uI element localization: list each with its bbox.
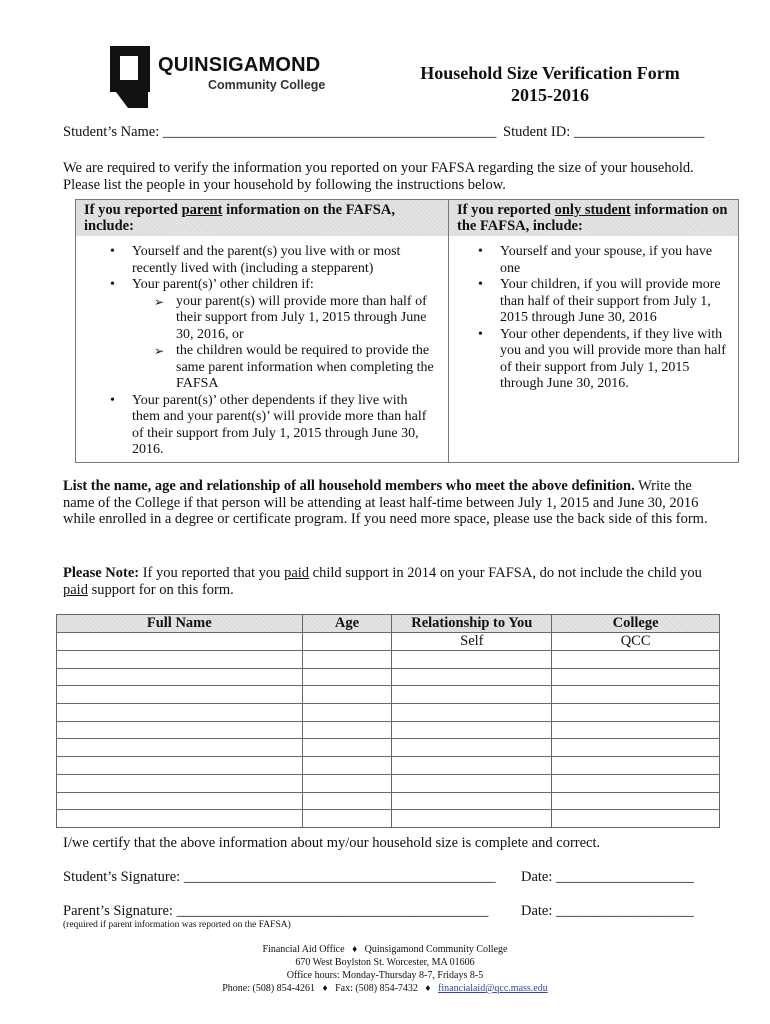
relationship-cell[interactable] xyxy=(392,651,552,669)
name-cell[interactable] xyxy=(57,651,303,669)
household-members-table xyxy=(56,614,720,828)
student-name-row xyxy=(63,124,496,141)
student-id-row xyxy=(503,124,704,141)
relationship-cell: Self xyxy=(392,633,552,651)
student-date-field[interactable]: ___________________ xyxy=(556,869,694,885)
age-cell[interactable] xyxy=(302,668,392,686)
diamond-icon: ♦ xyxy=(322,983,328,994)
college-cell[interactable] xyxy=(552,757,720,775)
footer-office-line xyxy=(150,943,620,956)
table-row[interactable] xyxy=(57,721,720,739)
table-row[interactable] xyxy=(57,774,720,792)
sub-list-item xyxy=(154,293,438,344)
note-text: child support in 2014 on your FAFSA, do not include the child you xyxy=(309,565,702,581)
parent-signature-note: (required if parent information was reported on the FAFSA) xyxy=(63,920,291,930)
parent-info-header xyxy=(76,200,448,236)
intro-line-1: We are required to verify the information you reported on your FAFSA regarding the size of your household. xyxy=(63,160,694,176)
relationship-cell[interactable] xyxy=(392,757,552,775)
form-title: Household Size Verification Form xyxy=(420,63,680,83)
name-cell[interactable] xyxy=(57,739,303,757)
footer-college: Quinsigamond Community College xyxy=(364,944,508,955)
relationship-cell[interactable] xyxy=(392,686,552,704)
list-item xyxy=(110,392,438,459)
name-cell[interactable] xyxy=(57,810,303,828)
age-cell[interactable] xyxy=(302,757,392,775)
form-title-block xyxy=(380,62,720,106)
sub-list-item xyxy=(154,343,438,393)
age-cell[interactable] xyxy=(302,686,392,704)
parent-signature-field[interactable]: ___________________________________________ xyxy=(176,903,489,919)
please-note xyxy=(63,565,723,598)
relationship-cell[interactable] xyxy=(392,792,552,810)
relationship-cell[interactable] xyxy=(392,774,552,792)
list-item-text: Your parent(s)’ other children if: xyxy=(132,277,314,292)
relationship-cell[interactable] xyxy=(392,810,552,828)
diamond-icon: ♦ xyxy=(352,944,358,955)
student-name-label: Student’s Name: xyxy=(63,124,160,140)
list-instruction-text: Write the name of the College if that person will be attending at least half-time between July 1, 2015 and June 30, 2016 while enrolled in a degree or certificate program. If you need more space, please use the back side of this form. xyxy=(63,478,708,527)
college-cell: QCC xyxy=(552,633,720,651)
note-underline: paid xyxy=(63,581,88,598)
age-cell[interactable] xyxy=(302,810,392,828)
footer-office: Financial Aid Office xyxy=(262,944,345,955)
parent-date-row xyxy=(521,903,694,920)
name-cell[interactable] xyxy=(57,774,303,792)
col-college: College xyxy=(552,615,720,633)
table-header-row xyxy=(57,615,720,633)
header-text: If you reported xyxy=(457,202,555,218)
age-cell[interactable] xyxy=(302,704,392,722)
bullet-icon: • xyxy=(110,392,115,408)
list-instruction xyxy=(63,478,723,528)
parent-info-list xyxy=(110,244,438,459)
age-cell[interactable] xyxy=(302,721,392,739)
student-id-label: Student ID: xyxy=(503,124,571,140)
table-row xyxy=(57,633,720,651)
list-instruction-bold: List the name, age and relationship of all household members who meet the above definition. xyxy=(63,478,635,494)
name-cell[interactable] xyxy=(57,721,303,739)
list-item-text: Yourself and your spouse, if you have one xyxy=(500,244,713,276)
list-item-text: Your other dependents, if they live with you and you will provide more than half of their support from July 1, 2015 through June 30, 2016. xyxy=(500,326,726,391)
college-cell[interactable] xyxy=(552,704,720,722)
table-row[interactable] xyxy=(57,757,720,775)
footer-address: 670 West Boylston St. Worcester, MA 01606 xyxy=(295,957,475,968)
table-row[interactable] xyxy=(57,810,720,828)
header-text: If you reported xyxy=(84,202,182,218)
header-underline: parent xyxy=(181,202,223,218)
certification-statement: I/we certify that the above information about my/our household size is complete and correct. xyxy=(63,835,601,851)
form-year: 2015-2016 xyxy=(511,85,589,105)
footer-contact-line xyxy=(150,982,620,995)
college-cell[interactable] xyxy=(552,792,720,810)
name-cell[interactable] xyxy=(57,668,303,686)
diamond-icon: ♦ xyxy=(425,983,431,994)
list-item xyxy=(110,244,438,277)
college-cell[interactable] xyxy=(552,739,720,757)
header-text: information on the FAFSA, include: xyxy=(84,202,395,234)
footer-phone: Phone: (508) 854-4261 xyxy=(222,983,316,994)
list-item xyxy=(110,277,438,393)
college-cell[interactable] xyxy=(552,686,720,704)
note-label: Please Note: xyxy=(63,565,140,581)
college-cell[interactable] xyxy=(552,668,720,686)
student-name-field[interactable]: ______________________________________________ xyxy=(162,124,497,140)
student-date-row xyxy=(521,869,694,886)
parent-date-label: Date: xyxy=(521,903,553,919)
bullet-icon: • xyxy=(110,277,115,292)
name-cell[interactable] xyxy=(57,704,303,722)
note-text: support for on this form. xyxy=(87,581,234,598)
table-row[interactable] xyxy=(57,686,720,704)
name-cell[interactable] xyxy=(57,792,303,810)
student-info-header xyxy=(448,200,738,236)
age-cell[interactable] xyxy=(302,651,392,669)
household-definition-table xyxy=(75,199,739,463)
bullet-icon: • xyxy=(110,244,115,259)
student-signature-field[interactable]: ___________________________________________ xyxy=(183,869,496,885)
student-id-field[interactable]: __________________ xyxy=(573,124,705,140)
list-item-text: the children would be required to provide the same parent information when completing the FAFSA xyxy=(176,343,434,391)
table-row[interactable] xyxy=(57,792,720,810)
relationship-cell[interactable] xyxy=(392,668,552,686)
list-item xyxy=(478,277,728,327)
student-signature-row xyxy=(63,869,496,886)
table-row[interactable] xyxy=(57,668,720,686)
footer-hours: Office hours: Monday-Thursday 8-7, Fridays 8-5 xyxy=(286,970,484,981)
list-item-text: Your parent(s)’ other dependents if they live with them and your parent(s)’ will provide more than half of their support from July 1, 2015 through June 30, 2016. xyxy=(132,392,427,457)
col-full-name: Full Name xyxy=(57,615,303,633)
arrow-bullet-icon: ➢ xyxy=(154,294,165,309)
footer-email-link[interactable]: financialaid@qcc.mass.edu xyxy=(438,983,548,994)
list-item-text: Your children, if you will provide more than half of their support from July 1, 2015 through June 30, 2016 xyxy=(500,277,721,325)
bullet-icon: • xyxy=(478,326,483,342)
name-cell[interactable] xyxy=(57,757,303,775)
header-underline: only student xyxy=(554,202,631,218)
age-cell[interactable] xyxy=(302,792,392,810)
header-text: information on the FAFSA, include: xyxy=(457,202,728,234)
relationship-cell[interactable] xyxy=(392,704,552,722)
relationship-cell[interactable] xyxy=(392,721,552,739)
arrow-bullet-icon: ➢ xyxy=(154,344,165,358)
list-item-text: your parent(s) will provide more than half of their support from July 1, 2015 through June 30, 2016, or xyxy=(176,293,427,342)
column-divider xyxy=(448,236,449,462)
intro-paragraph xyxy=(63,160,723,193)
list-item xyxy=(478,326,728,393)
name-cell[interactable] xyxy=(57,633,303,651)
logo-mark-icon xyxy=(108,42,154,110)
college-cell[interactable] xyxy=(552,810,720,828)
col-age: Age xyxy=(302,615,392,633)
note-underline: paid xyxy=(284,565,310,581)
parent-date-field[interactable]: ___________________ xyxy=(556,903,694,919)
age-cell[interactable] xyxy=(302,774,392,792)
logo-subtitle: Community College xyxy=(208,78,326,92)
college-cell[interactable] xyxy=(552,651,720,669)
parent-signature-row xyxy=(63,903,488,920)
list-item-text: Yourself and the parent(s) you live with or most recently lived with (including a stepparent) xyxy=(132,244,401,276)
footer-fax: Fax: (508) 854-7432 xyxy=(335,983,418,994)
col-relationship: Relationship to You xyxy=(392,615,552,633)
relationship-cell[interactable] xyxy=(392,739,552,757)
parent-signature-label: Parent’s Signature: xyxy=(63,903,173,919)
student-signature-label: Student’s Signature: xyxy=(63,869,181,885)
age-cell[interactable] xyxy=(302,739,392,757)
age-cell[interactable] xyxy=(302,633,392,651)
table-row[interactable] xyxy=(57,704,720,722)
table-row[interactable] xyxy=(57,651,720,669)
name-cell[interactable] xyxy=(57,686,303,704)
student-info-list xyxy=(478,244,728,393)
table-row[interactable] xyxy=(57,739,720,757)
list-item xyxy=(478,244,728,277)
note-text: If you reported that you xyxy=(139,565,285,581)
logo-name: QUINSIGAMOND xyxy=(158,54,321,76)
bullet-icon: • xyxy=(478,244,483,259)
intro-line-2: Please list the people in your household by following the instructions below. xyxy=(63,176,506,193)
college-cell[interactable] xyxy=(552,721,720,739)
bullet-icon: • xyxy=(478,277,483,292)
college-logo xyxy=(108,42,338,112)
student-date-label: Date: xyxy=(521,869,553,885)
college-cell[interactable] xyxy=(552,774,720,792)
